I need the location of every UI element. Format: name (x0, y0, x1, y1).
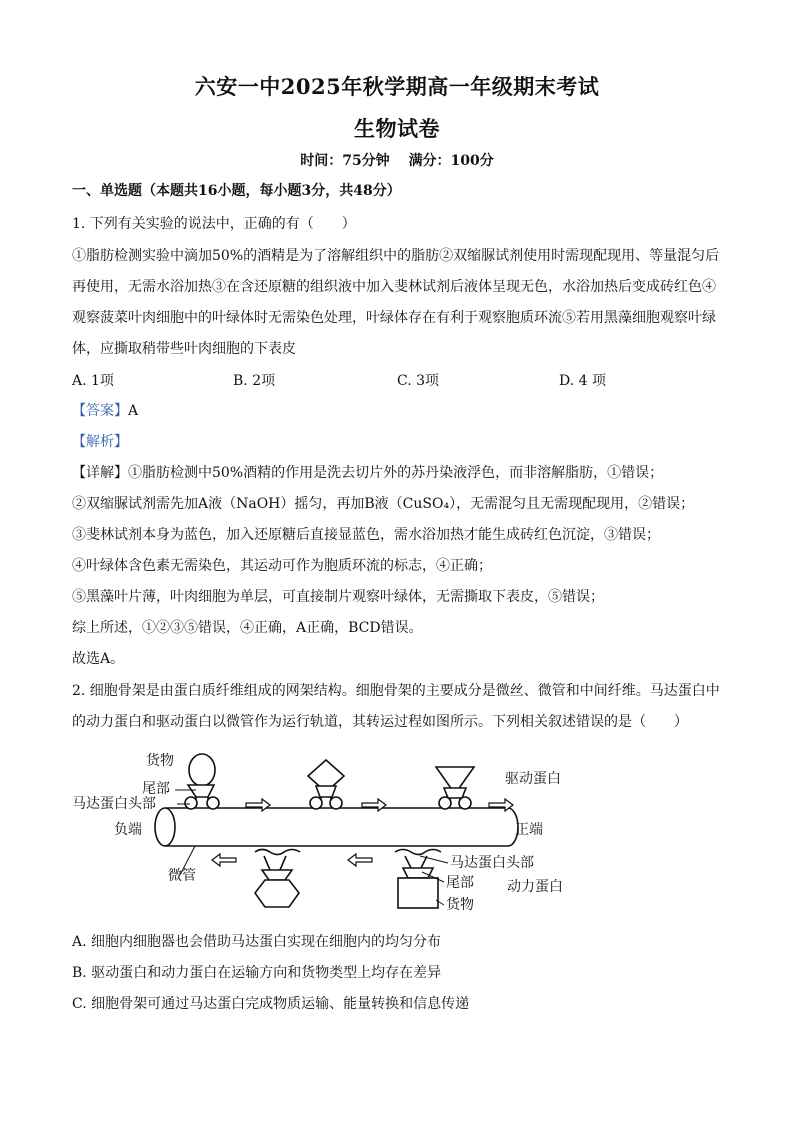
q2-stem-line: 的动力蛋白和驱动蛋白以微管作为运行轨道，其转运过程如图所示。下列相关叙述错误的是（ ） (72, 714, 688, 730)
q1-conclusion: 故选A。 (72, 651, 125, 667)
label-motor-head: 马达蛋白头部 (72, 796, 156, 812)
answer-tag: 【答案】 (72, 403, 128, 419)
kinesin-motor (308, 760, 344, 809)
q1-stem: 1. 下列有关实验的说法中，正确的有（ ） (72, 216, 356, 232)
dynein-motor (255, 850, 300, 908)
q1-body-line: ①脂肪检测实验中滴加50%的酒精是为了溶解组织中的脂肪②双缩脲试剂使用时需现配现用、等量混匀后 (72, 248, 720, 264)
q1-detail-line: ②双缩脲试剂需先加A液（NaOH）摇匀，再加B液（CuSO₄），无需混匀且无需现配现用，②错误； (72, 496, 695, 512)
q1-option-a: A. 1项 (72, 373, 114, 389)
label-cargo: 货物 (146, 753, 174, 769)
analysis-tag: 【解析】 (72, 434, 128, 450)
answer-value: A (128, 403, 139, 419)
exam-title: 六安一中2025年秋学期高一年级期末考试 (194, 74, 600, 99)
q1-body-line: 观察菠菜叶肉细胞中的叶绿体时无需染色处理，叶绿体存在有利于观察胞质环流⑤若用黑藻细胞观察叶绿 (72, 310, 716, 326)
q1-detail-line: ⑤黑藻叶片薄，叶肉细胞为单层，可直接制片观察叶绿体，无需撕取下表皮，⑤错误； (72, 589, 604, 605)
q2-stem-line: 2. 细胞骨架是由蛋白质纤维组成的网架结构。细胞骨架的主要成分是微丝、微管和中间纤维。马达蛋白中 (72, 683, 720, 699)
q1-option-b: B. 2项 (233, 373, 276, 389)
q1-detail-line: ③斐林试剂本身为蓝色，加入还原糖后直接显蓝色，需水浴加热才能生成砖红色沉淀，③错误； (72, 527, 660, 543)
label-motor-head-bottom: 马达蛋白头部 (450, 855, 534, 871)
q1-option-c: C. 3项 (397, 373, 440, 389)
detail-tag: 【详解】 (72, 465, 128, 481)
q2-option-b: B. 驱动蛋白和动力蛋白在运输方向和货物类型上均存在差异 (72, 965, 442, 981)
label-dynein: 动力蛋白 (507, 879, 563, 895)
exam-score: 满分：100分 (408, 153, 494, 169)
kinesin-motor (436, 767, 474, 809)
section-heading: 一、单选题（本题共16小题，每小题3分，共48分） (72, 183, 401, 199)
label-tail-bottom: 尾部 (446, 875, 474, 891)
label-kinesin: 驱动蛋白 (505, 771, 561, 787)
microtubule-rod (155, 808, 518, 846)
exam-subject: 生物试卷 (354, 116, 440, 141)
q1-detail-line: ④叶绿体含色素无需染色，其运动可作为胞质环流的标志，④正确； (72, 558, 492, 574)
q1-body-line: 体，应撕取稍带些叶肉细胞的下表皮 (72, 341, 296, 357)
label-cargo-bottom: 货物 (446, 897, 474, 913)
q1-body-line: 再使用，无需水浴加热③在含还原糖的组织液中加入斐林试剂后液体呈现无色，水浴加热后变成砖红色④ (72, 279, 716, 295)
label-tail: 尾部 (142, 781, 170, 797)
dynein-motor (395, 850, 441, 909)
q2-option-a: A. 细胞内细胞器也会借助马达蛋白实现在细胞内的均匀分布 (72, 934, 442, 950)
q1-detail-line: 综上所述，①②③⑤错误，④正确，A正确，BCD错误。 (72, 620, 423, 636)
q2-option-c: C. 细胞骨架可通过马达蛋白完成物质运输、能量转换和信息传递 (72, 996, 470, 1012)
detail-text: ①脂肪检测中50%酒精的作用是洗去切片外的苏丹染液浮色，而非溶解脂肪，①错误； (128, 465, 664, 481)
q1-option-d: D. 4 项 (559, 373, 606, 389)
kinesin-motor (185, 754, 219, 809)
exam-time: 时间：75分钟 (300, 153, 390, 169)
label-minus-end: 负端 (114, 822, 142, 838)
label-microtubule: 微管 (168, 868, 196, 884)
label-plus-end: 正端 (515, 822, 543, 838)
